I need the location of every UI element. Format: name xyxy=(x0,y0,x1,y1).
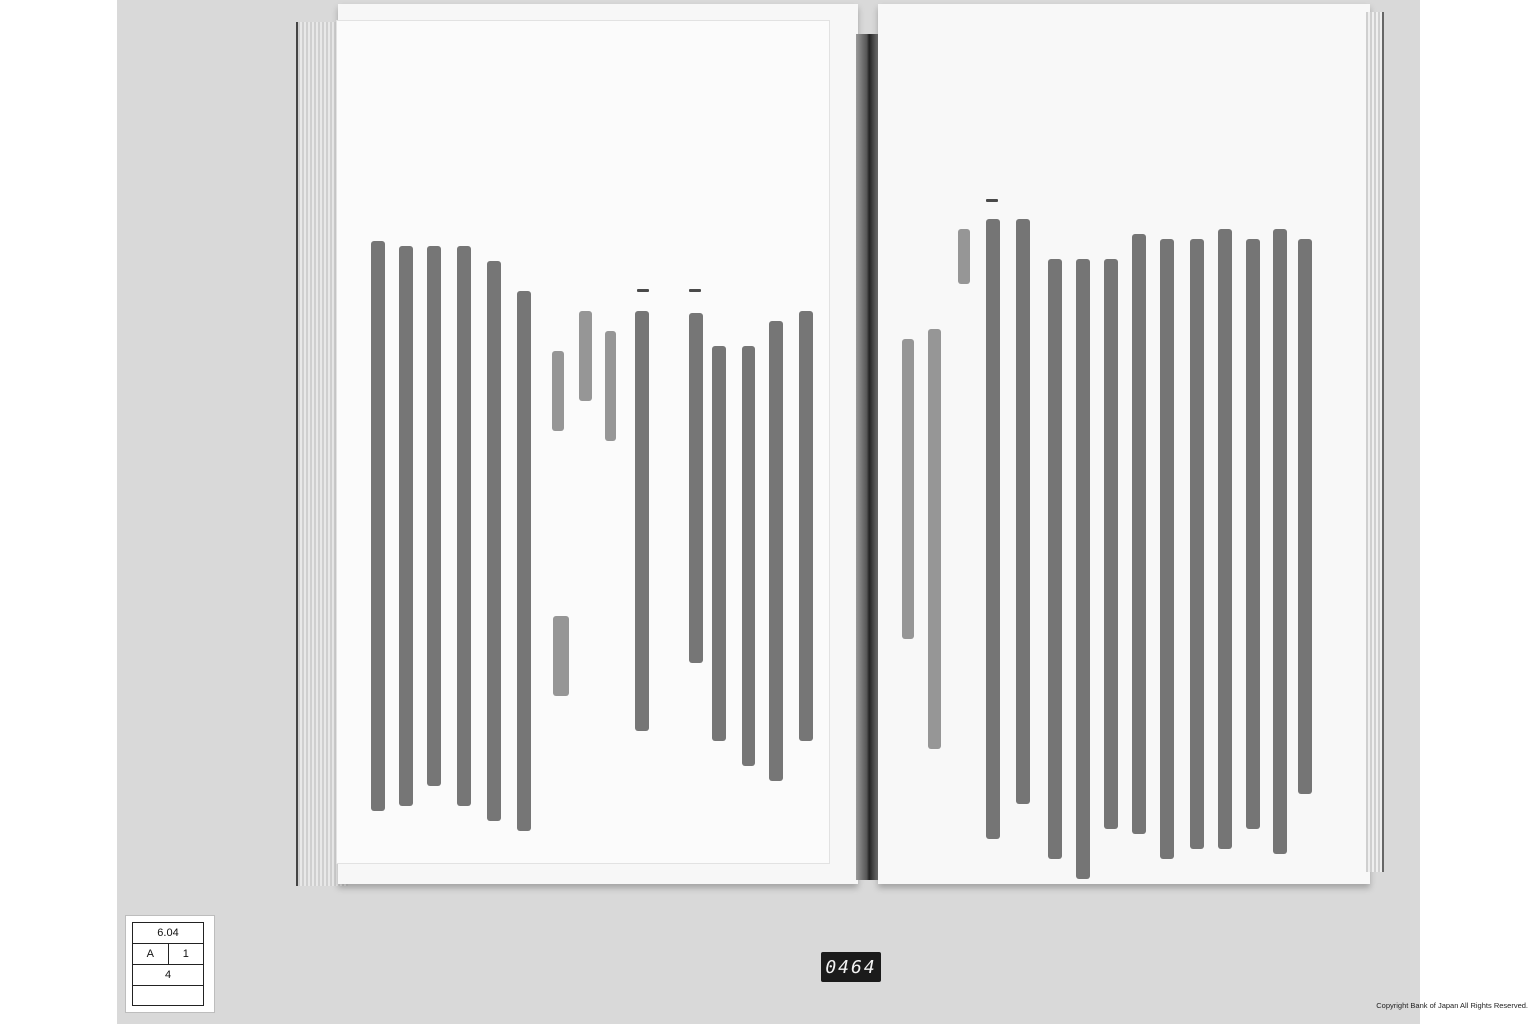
handwritten-seal xyxy=(553,616,569,696)
handwritten-column xyxy=(742,346,755,766)
item-mark xyxy=(689,289,701,292)
handwritten-column xyxy=(1048,259,1062,859)
handwritten-column xyxy=(928,329,941,749)
handwritten-column xyxy=(635,311,649,731)
handwritten-column xyxy=(958,229,970,284)
handwritten-column xyxy=(689,313,703,663)
catalog-volume: 1 xyxy=(182,948,189,960)
catalog-code: 6.04 xyxy=(157,927,179,939)
handwritten-column xyxy=(1016,219,1030,804)
handwritten-column xyxy=(902,339,914,639)
handwritten-column xyxy=(579,311,592,401)
handwritten-column xyxy=(1104,259,1118,829)
frame-number: 0464 xyxy=(821,952,881,982)
handwritten-column xyxy=(1160,239,1174,859)
right-page-edge xyxy=(1366,12,1384,872)
handwritten-column xyxy=(487,261,501,821)
handwritten-column xyxy=(1273,229,1287,854)
handwritten-column xyxy=(517,291,531,831)
handwritten-column xyxy=(605,331,616,441)
handwritten-column xyxy=(1076,259,1090,879)
catalog-row xyxy=(133,923,203,944)
handwritten-column xyxy=(371,241,385,811)
item-mark xyxy=(637,289,649,292)
item-mark xyxy=(986,199,998,202)
handwritten-column xyxy=(1218,229,1232,849)
catalog-row xyxy=(133,965,203,986)
handwritten-column xyxy=(1298,239,1312,794)
handwritten-column xyxy=(769,321,783,781)
handwritten-column xyxy=(1246,239,1260,829)
book-spine xyxy=(856,34,880,880)
handwritten-column xyxy=(986,219,1000,839)
catalog-grid xyxy=(132,922,204,1006)
handwritten-column xyxy=(399,246,413,806)
handwritten-column xyxy=(1190,239,1204,849)
right-page xyxy=(878,4,1370,884)
handwritten-column xyxy=(799,311,813,741)
catalog-row xyxy=(133,944,203,965)
copyright-notice: Copyright Bank of Japan All Rights Reserved. xyxy=(1376,1001,1528,1010)
catalog-item: 4 xyxy=(164,969,172,981)
handwritten-column xyxy=(1132,234,1146,834)
handwritten-column xyxy=(552,351,564,431)
handwritten-column xyxy=(457,246,471,806)
left-page-leaf xyxy=(336,20,830,864)
catalog-row xyxy=(133,986,203,1007)
handwritten-column xyxy=(427,246,441,786)
catalog-series: A xyxy=(133,944,169,964)
handwritten-column xyxy=(712,346,726,741)
catalog-label xyxy=(125,915,215,1013)
